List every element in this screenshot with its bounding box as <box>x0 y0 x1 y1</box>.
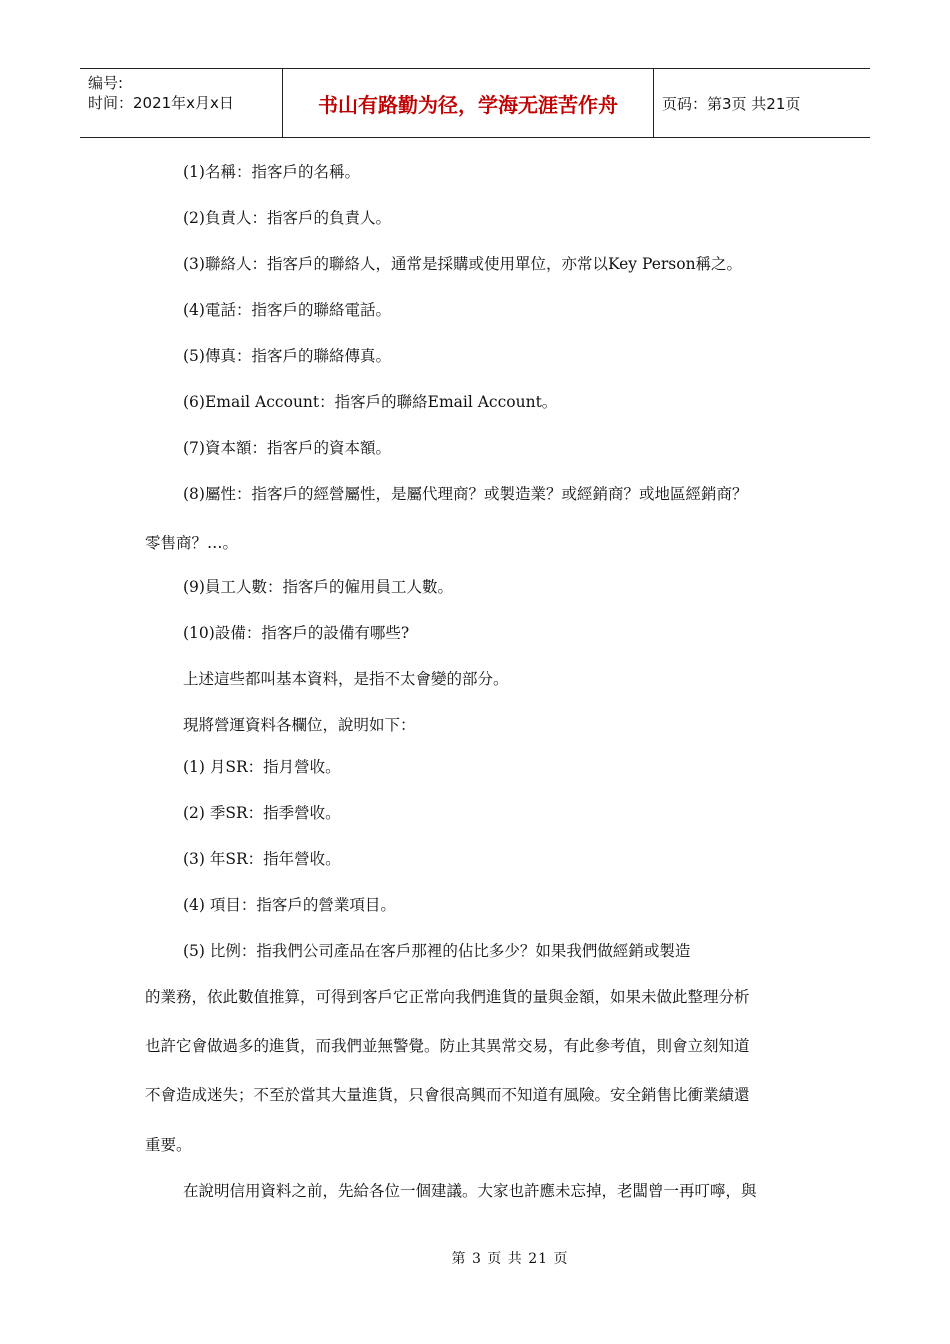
paragraph-line: 的業務，依此數值推算，可得到客戶它正常向我們進貨的量與金額，如果未做此整理分析 <box>145 988 750 1006</box>
paragraph-line: (5)傳真：指客戶的聯絡傳真。 <box>183 347 391 365</box>
paragraph-line: (3)聯絡人：指客戶的聯絡人，通常是採購或使用單位，亦常以Key Person稱之。 <box>183 255 743 273</box>
number-label: 编号: <box>88 74 124 92</box>
paragraph-line: (8)屬性：指客戶的經營屬性，是屬代理商？或製造業？或經銷商？或地區經銷商？ <box>183 485 748 503</box>
paragraph-line: (9)員工人數：指客戶的僱用員工人數。 <box>183 578 453 596</box>
paragraph-line: 不會造成迷失；不至於當其大量進貨，只會很高興而不知道有風險。安全銷售比衝業績還 <box>145 1086 750 1104</box>
paragraph-line: 現將營運資料各欄位，說明如下： <box>183 716 416 734</box>
page-header <box>80 68 870 138</box>
paragraph-line: (3) 年SR：指年營收。 <box>183 850 341 868</box>
page-footer: 第 3 页 共 21 页 <box>451 1251 569 1267</box>
paragraph-line: (1)名稱：指客戶的名稱。 <box>183 163 360 181</box>
paragraph-line: 重要。 <box>145 1136 192 1154</box>
paragraph-line: (10)設備：指客戶的設備有哪些? <box>183 624 410 642</box>
time-label: 时间：2021年x月x日 <box>88 94 234 112</box>
paragraph-line: 上述這些都叫基本資料，是指不太會變的部分。 <box>183 670 509 688</box>
paragraph-line: 零售商？…。 <box>145 534 239 552</box>
paragraph-line: (4)電話：指客戶的聯絡電話。 <box>183 301 391 319</box>
paragraph-line: (6)Email Account：指客戶的聯絡Email Account。 <box>183 393 558 411</box>
header-meta <box>80 69 282 137</box>
paragraph-line: (2)負責人：指客戶的負責人。 <box>183 209 391 227</box>
header-motto: 书山有路勤为径，学海无涯苦作舟 <box>282 69 654 137</box>
paragraph-line: (5) 比例：指我們公司產品在客戶那裡的佔比多少？如果我們做經銷或製造 <box>183 942 691 960</box>
header-page-info: 页码：第3页 共21页 <box>662 94 801 113</box>
paragraph-line: (1) 月SR：指月營收。 <box>183 758 341 776</box>
paragraph-line: (2) 季SR：指季營收。 <box>183 804 341 822</box>
paragraph-line: (7)資本額：指客戶的資本額。 <box>183 439 391 457</box>
paragraph-line: (4) 項目：指客戶的營業項目。 <box>183 896 396 914</box>
paragraph-line: 在說明信用資料之前，先給各位一個建議。大家也許應未忘掉，老闆曾一再叮嚀，與 <box>183 1182 757 1200</box>
paragraph-line: 也許它會做過多的進貨，而我們並無警覺。防止其異常交易，有此參考值，則會立刻知道 <box>145 1037 750 1055</box>
